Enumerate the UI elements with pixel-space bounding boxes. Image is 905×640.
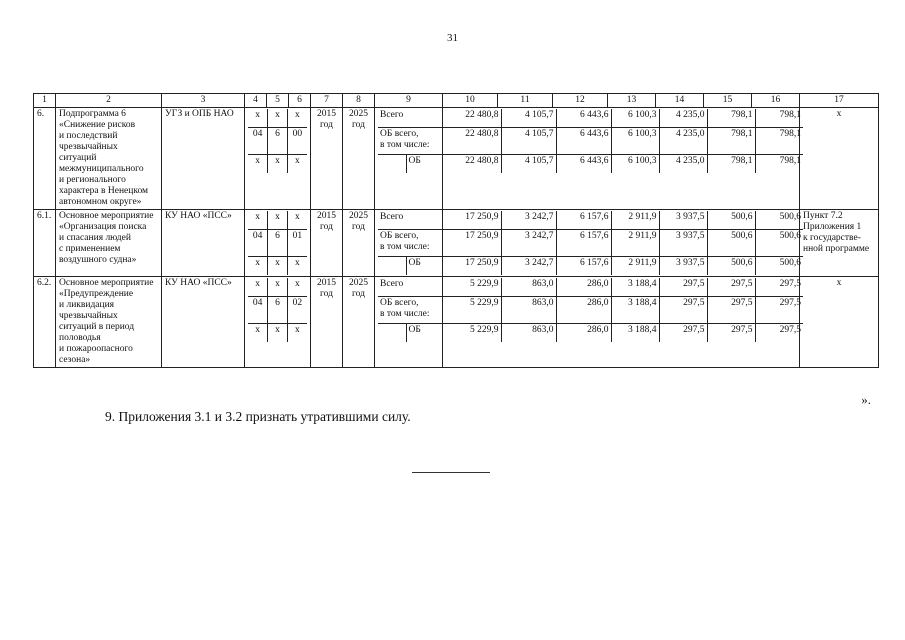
code-cell: x [268,257,288,276]
value-cell: 3 937,5 [659,230,707,257]
value-cell: 6 157,6 [556,211,611,230]
value-cell: 297,5 [755,297,803,324]
code-cell-grid [248,211,307,275]
table-row [34,210,879,277]
value-cell: 22 480,8 [446,109,501,128]
code-cell: x [295,258,300,268]
value-cell: 17 250,9 [446,257,501,276]
code-cell: x [268,109,288,128]
code-cell-grid [248,278,307,342]
note: x [800,108,879,210]
header-cell: 11 [498,94,553,108]
amendment-paragraph: 9. Приложения 3.1 и 3.2 признать утратившими силу. [105,409,411,424]
value-cell: 5 229,9 [446,297,501,324]
program-name: Подпрограмма 6 «Снижение рисков и последствий чрезвычайных ситуаций межмуниципального и регионального характера в Ненецком автономном округе» [56,108,162,210]
value-cell: 798,1 [707,128,755,155]
value-cell: 6 100,3 [611,109,659,128]
funding-values [443,277,800,368]
value-cell: 6 443,6 [556,109,611,128]
code-cell-grid [248,109,307,173]
value-cell-grid [446,109,803,173]
code-cell: x [287,278,307,297]
value-cell: 6 100,3 [611,155,659,174]
code-cell: 00 [287,128,307,155]
funding-source [375,210,443,277]
executor: УГЗ и ОПБ НАО [162,108,245,210]
header-cell: 7 [311,94,343,108]
note: Пункт 7.2 Приложения 1 к государстве- нной программе [800,210,879,277]
note: x [800,277,879,368]
start-year: 2015 год [311,210,343,277]
value-cell: 297,5 [707,278,755,297]
value-cell: 4 105,7 [501,155,556,174]
code-cell: 6 [268,230,288,257]
funding-source [375,277,443,368]
value-cell: 3 242,7 [501,257,556,276]
header-cell: 9 [375,94,443,108]
funding-values [443,108,800,210]
value-cell: 17 250,9 [446,230,501,257]
header-cell: 3 [162,94,245,108]
value-cell: 863,0 [501,297,556,324]
value-cell: 22 480,8 [446,155,501,174]
value-cell: 286,0 [556,324,611,343]
code-cell: x [295,156,300,166]
value-cell: 4 105,7 [501,109,556,128]
value-cell: 297,5 [755,278,803,297]
header-cell: 1 [34,94,56,108]
end-year: 2025 год [343,108,375,210]
value-cell: 6 157,6 [556,230,611,257]
code-cell: x [268,211,288,230]
source-indent [378,324,406,343]
page-number: 31 [447,32,458,44]
header-cell: 13 [608,94,656,108]
header-cell: 4 [245,94,267,108]
source-label: ОБ [408,325,421,335]
row-number: 6. [34,108,56,210]
value-cell-grid [446,278,803,342]
value-cell: 500,6 [755,211,803,230]
value-cell: 500,6 [755,230,803,257]
value-cell: 500,6 [707,211,755,230]
value-cell: 2 911,9 [611,230,659,257]
code-cell: x [295,325,300,335]
code-cell: 01 [287,230,307,257]
code-cell: x [268,324,288,343]
code-cell: x [248,109,268,128]
value-cell: 500,6 [707,230,755,257]
code-cell: x [248,278,268,297]
program-name: Основное мероприятие «Предупреждение и ликвидация чрезвычайных ситуаций в период половодья и пожароопасного сезона» [56,277,162,368]
end-year: 2025 год [343,210,375,277]
value-cell: 286,0 [556,297,611,324]
header-cell: 15 [704,94,752,108]
executor: КУ НАО «ПСС» [162,277,245,368]
value-cell: 5 229,9 [446,278,501,297]
header-row [34,94,879,108]
budget-codes [245,108,311,210]
value-cell: 3 242,7 [501,211,556,230]
funding-source [375,108,443,210]
row-number: 6.1. [34,210,56,277]
code-cell: x [248,324,268,343]
code-cell: 04 [248,128,268,155]
code-cell: x [248,211,268,230]
header-cell: 8 [343,94,375,108]
funding-source-grid [378,109,446,173]
source-label: Всего [378,278,446,297]
value-cell: 297,5 [659,297,707,324]
source-indent [378,257,406,276]
value-cell: 3 937,5 [659,257,707,276]
value-cell-grid [446,211,803,275]
start-year: 2015 год [311,108,343,210]
value-cell: 3 188,4 [611,278,659,297]
code-cell: x [268,155,288,174]
value-cell: 3 188,4 [611,324,659,343]
value-cell: 6 443,6 [556,155,611,174]
code-cell: 6 [268,128,288,155]
value-cell: 17 250,9 [446,211,501,230]
start-year: 2015 год [311,277,343,368]
value-cell: 2 911,9 [611,211,659,230]
funding-source-grid [378,278,446,342]
budget-codes [245,277,311,368]
value-cell: 4 235,0 [659,128,707,155]
header-cell: 10 [443,94,498,108]
value-cell: 798,1 [755,109,803,128]
value-cell: 500,6 [707,257,755,276]
value-cell: 297,5 [707,324,755,343]
table-row [34,277,879,368]
value-cell: 297,5 [779,325,801,335]
value-cell: 863,0 [501,278,556,297]
value-cell: 4 105,7 [501,128,556,155]
row-number: 6.2. [34,277,56,368]
end-year: 2025 год [343,277,375,368]
header-cell: 14 [656,94,704,108]
code-cell: 04 [248,230,268,257]
value-cell: 798,1 [779,156,801,166]
budget-codes [245,210,311,277]
value-cell: 286,0 [556,278,611,297]
code-cell: 04 [248,297,268,324]
executor: КУ НАО «ПСС» [162,210,245,277]
source-label: ОБ [408,156,421,166]
funding-source-grid [378,211,446,275]
value-cell: 798,1 [707,109,755,128]
value-cell: 2 911,9 [611,257,659,276]
funding-values [443,210,800,277]
value-cell: 798,1 [707,155,755,174]
value-cell: 500,6 [779,258,801,268]
program-name: Основное мероприятие «Организация поиска и спасания людей с применением воздушного судна» [56,210,162,277]
value-cell: 297,5 [707,297,755,324]
source-label: ОБ всего, в том числе: [378,230,446,257]
value-cell: 4 235,0 [659,109,707,128]
table-row [34,108,879,210]
code-cell: x [268,278,288,297]
budget-table [33,93,879,368]
header-cell: 6 [289,94,311,108]
value-cell: 798,1 [755,128,803,155]
closing-quote: ». [861,392,871,407]
source-indent [378,155,406,174]
value-cell: 3 242,7 [501,230,556,257]
value-cell: 6 100,3 [611,128,659,155]
value-cell: 297,5 [659,278,707,297]
code-cell: 02 [287,297,307,324]
code-cell: x [287,109,307,128]
header-cell: 5 [267,94,289,108]
code-cell: x [248,155,268,174]
divider-line [412,472,490,473]
source-label: Всего [378,109,446,128]
value-cell: 863,0 [501,324,556,343]
source-label: Всего [378,211,446,230]
header-cell: 16 [752,94,800,108]
source-label: ОБ всего, в том числе: [378,297,446,324]
code-cell: x [248,257,268,276]
value-cell: 5 229,9 [446,324,501,343]
header-cell: 2 [56,94,162,108]
code-cell: 6 [268,297,288,324]
value-cell: 3 937,5 [659,211,707,230]
value-cell: 22 480,8 [446,128,501,155]
value-cell: 6 443,6 [556,128,611,155]
value-cell: 4 235,0 [659,155,707,174]
source-label: ОБ [408,258,421,268]
header-cell: 17 [800,94,879,108]
code-cell: x [287,211,307,230]
header-cell: 12 [553,94,608,108]
value-cell: 297,5 [659,324,707,343]
source-label: ОБ всего, в том числе: [378,128,446,155]
value-cell: 6 157,6 [556,257,611,276]
value-cell: 3 188,4 [611,297,659,324]
